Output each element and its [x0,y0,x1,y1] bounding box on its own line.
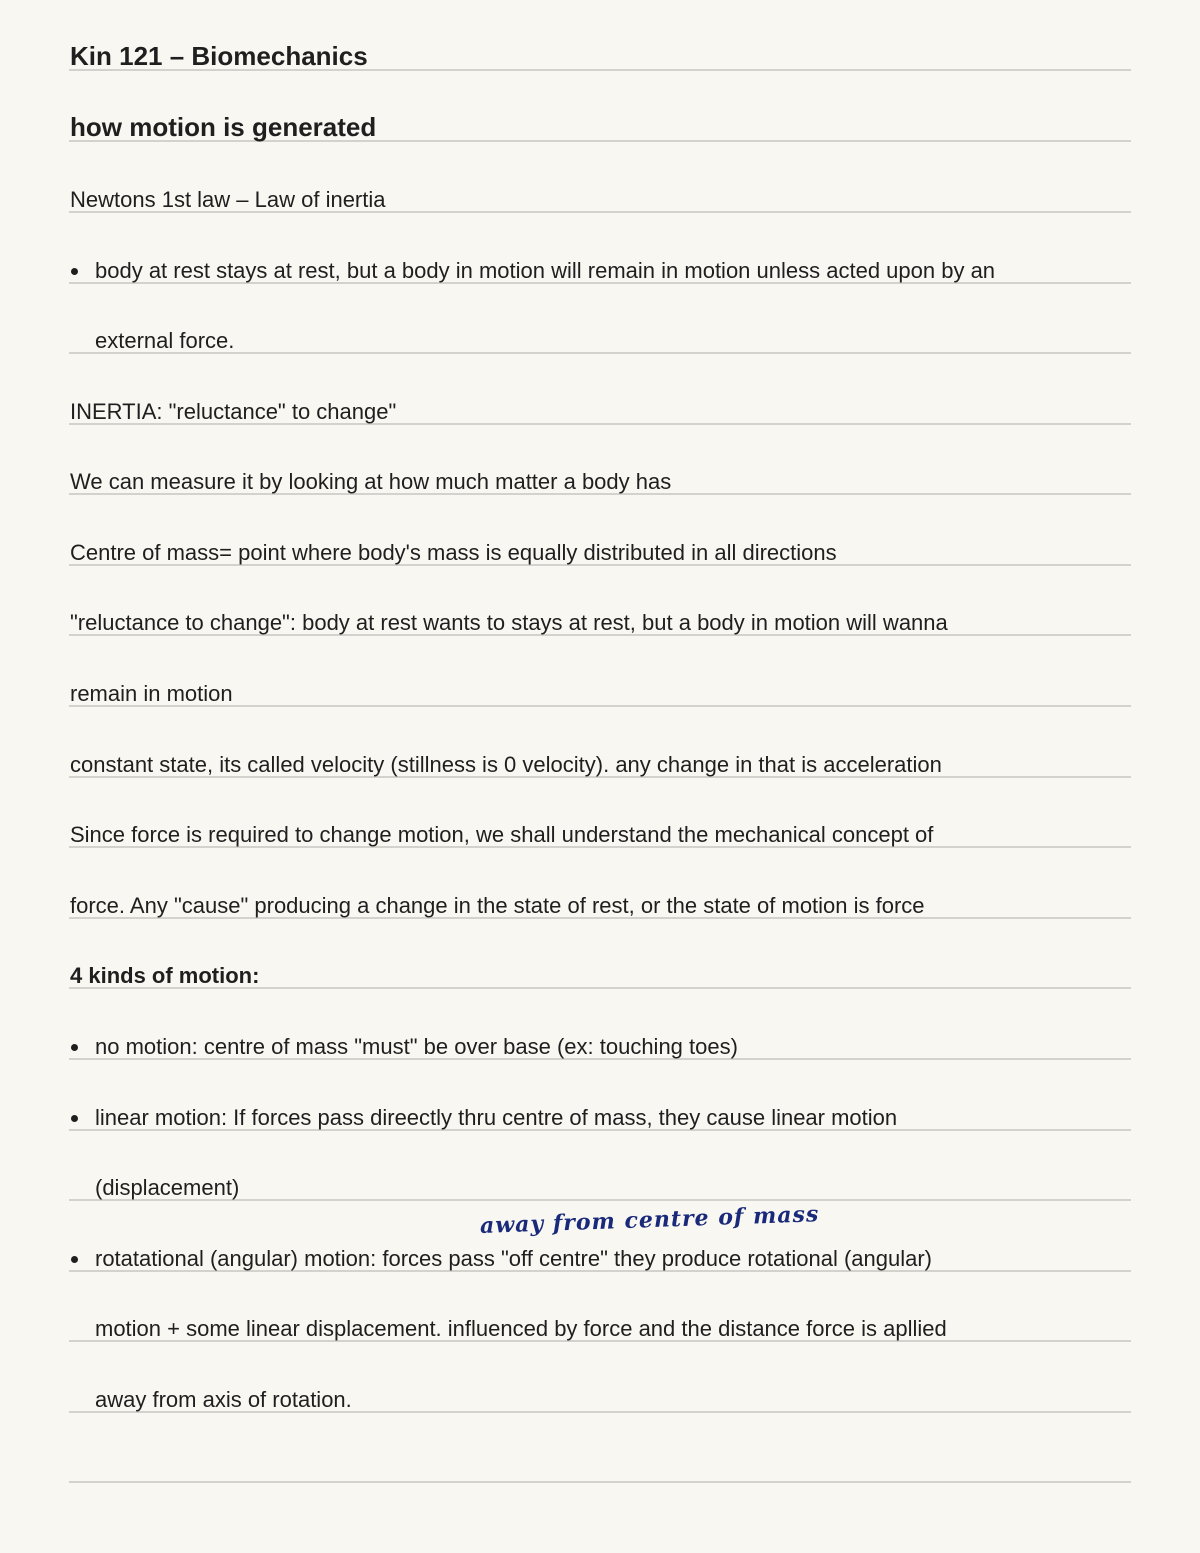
bullet-item-linear-motion [95,1103,1155,1133]
note-title: Kin 121 – Biomechanics [70,41,368,71]
bullet-continuation: away from axis of rotation. [95,1387,352,1412]
ruled-line [69,1481,1131,1483]
bullet-text: rotatational (angular) motion: forces pass "off centre" they produce rotational (angular) [95,1246,932,1271]
bullet-continuation: external force. [95,328,235,353]
bullet-item-inertia-law [95,256,1155,286]
note-line-measure: We can measure it by looking at how much matter a body has [70,469,672,494]
note-line-remain-in-motion: remain in motion [70,681,233,706]
bullet-text: body at rest stays at rest, but a body in motion will remain in motion unless acted upon by an [95,258,996,283]
bullet-dot [71,1115,78,1122]
note-line-reluctance: "reluctance to change": body at rest wants to stays at rest, but a body in motion will wanna [70,610,948,635]
bullet-text: linear motion: If forces pass direectly thru centre of mass, they cause linear motion [95,1105,898,1130]
bullet-text: no motion: centre of mass "must" be over base (ex: touching toes) [95,1034,738,1059]
note-line-newtons-law: Newtons 1st law – Law of inertia [70,187,386,212]
note-line-centre-of-mass: Centre of mass= point where body's mass is equally distributed in all directions [70,540,837,565]
bullet-continuation: motion + some linear displacement. influenced by force and the distance force is apllied [95,1316,947,1341]
note-line-velocity: constant state, its called velocity (stillness is 0 velocity). any change in that is acceleration [70,752,942,777]
handwritten-annotation: away from centre of mass [479,1201,820,1239]
section-heading-motion: how motion is generated [70,112,377,142]
bullet-dot [71,1256,78,1263]
bullet-item-rotational-motion [95,1244,1155,1274]
bullet-continuation: (displacement) [95,1175,240,1200]
note-line-force-definition: force. Any "cause" producing a change in the state of rest, or the state of motion is force [70,893,925,918]
bullet-item-no-motion [95,1032,1155,1062]
note-line-force-required: Since force is required to change motion, we shall understand the mechanical concept of [70,822,934,847]
bullet-dot [71,268,78,275]
note-line-inertia-definition: INERTIA: "reluctance" to change" [70,399,397,424]
bullet-dot [71,1044,78,1051]
section-heading-kinds-of-motion: 4 kinds of motion: [70,963,260,988]
